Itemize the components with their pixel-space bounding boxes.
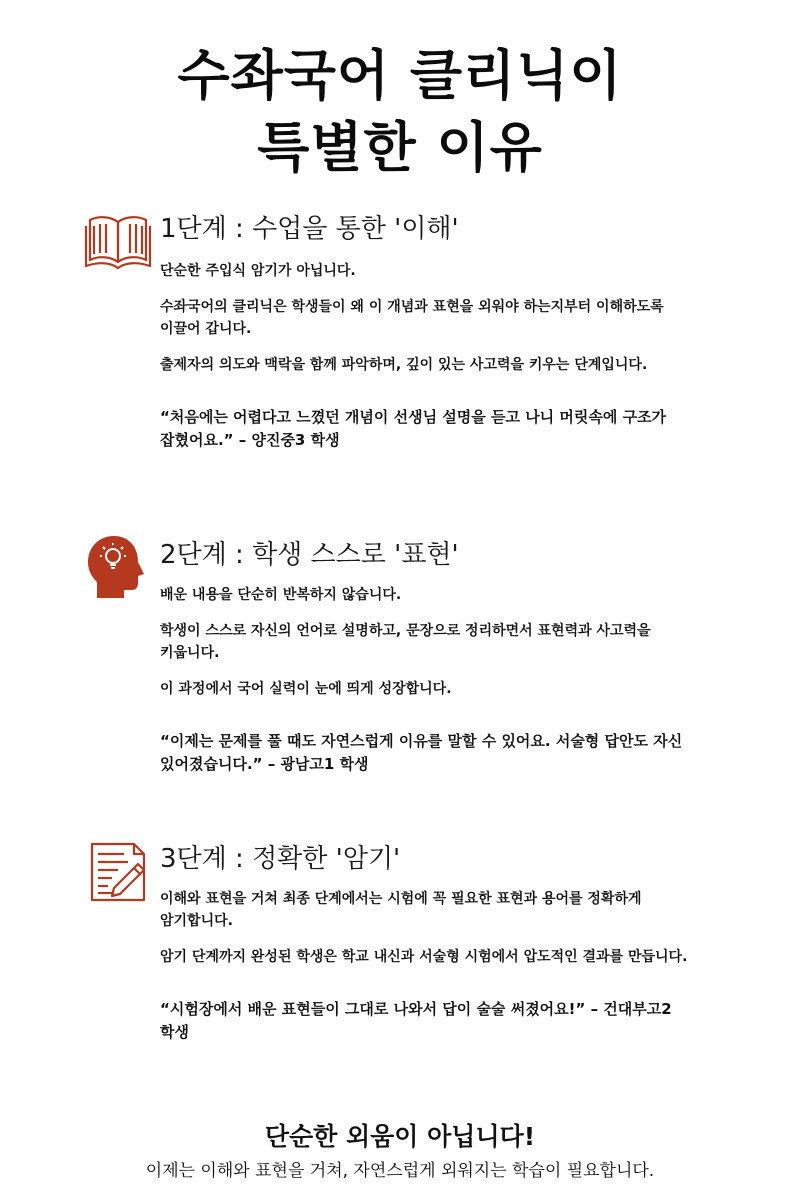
- step-2-title: 2단계 : 학생 스스로 '표현': [160, 540, 459, 570]
- page-title: [0, 40, 800, 184]
- footer-headline: 단순한 외움이 아닙니다!: [264, 1122, 536, 1151]
- step-2-paragraph-2: 학생이 스스로 자신의 언어로 설명하고, 문장으로 정리하면서 표현력과 사고력을 키웁니다.: [160, 623, 651, 661]
- book-icon: [84, 208, 152, 276]
- step-2-quote: “이제는 문제를 풀 때도 자연스럽게 이유를 말할 수 있어요. 서술형 답안도 자신 있어졌습니다.” – 광남고1 학생: [160, 732, 683, 773]
- document-pencil-icon: [84, 838, 152, 906]
- step-1-paragraph-3: 출제자의 의도와 맥락을 함께 파악하며, 깊이 있는 사고력을 키우는 단계입니다.: [160, 357, 648, 373]
- step-3-quote: “시험장에서 배운 표현들이 그대로 나와서 답이 술술 써졌어요!” – 건대부고2 학생: [160, 1000, 672, 1041]
- step-3-body: [160, 888, 705, 1044]
- step-1-paragraph-2: 수좌국어의 클리닉은 학생들이 왜 이 개념과 표현을 외워야 하는지부터 이해하도록 이끌어 갑니다.: [160, 299, 664, 337]
- step-2-paragraph-1: 배운 내용을 단순히 반복하지 않습니다.: [160, 587, 402, 603]
- step-3-paragraph-1: 이해와 표현을 거쳐 최종 단계에서는 시험에 꼭 필요한 표현과 용어를 정확하게 암기합니다.: [160, 891, 642, 929]
- step-1-paragraph-1: 단순한 주입식 암기가 아닙니다.: [160, 263, 356, 279]
- page-title-line1: 수좌국어 클리닉이: [177, 44, 623, 107]
- step-2-body: [160, 584, 705, 776]
- page-title-line2: 특별한 이유: [257, 116, 543, 179]
- step-2-paragraph-3: 이 과정에서 국어 실력이 눈에 띄게 성장합니다.: [160, 681, 452, 697]
- head-lightbulb-icon: [84, 532, 152, 600]
- step-3-title: 3단계 : 정확한 '암기': [160, 844, 401, 874]
- footer-subline: 이제는 이해와 표현을 거쳐, 자연스럽게 외워지는 학습이 필요합니다.: [145, 1161, 655, 1181]
- step-1-quote: “처음에는 어렵다고 느꼈던 개념이 선생님 설명을 듣고 나니 머릿속에 구조가 잡혔어요.” – 양진중3 학생: [160, 408, 667, 449]
- step-1-title: 1단계 : 수업을 통한 '이해': [160, 214, 459, 244]
- step-3-paragraph-2: 암기 단계까지 완성된 학생은 학교 내신과 서술형 시험에서 압도적인 결과를 만듭니다.: [160, 949, 688, 965]
- step-1-body: [160, 260, 705, 452]
